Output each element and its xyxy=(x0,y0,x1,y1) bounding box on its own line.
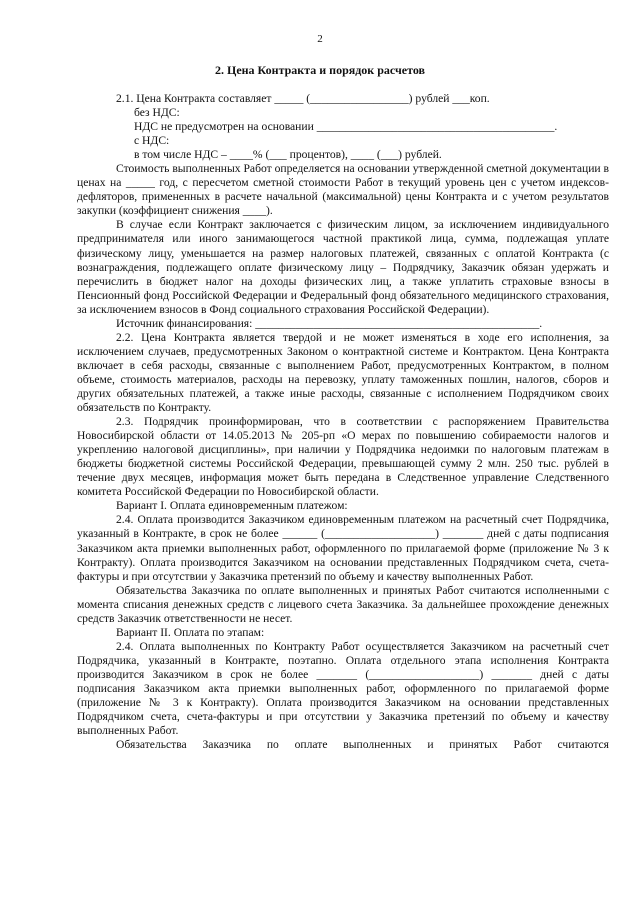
document-body xyxy=(77,92,609,752)
paragraph-obligations-2: Обязательства Заказчика по оплате выполненных и принятых Работ считаются xyxy=(116,738,609,752)
clause-2-1-no-vat: без НДС: xyxy=(134,106,180,120)
paragraph-clause-2-2: 2.2. Цена Контракта является твердой и не может изменяться в ходе его исполнения, за исключением случаев, предусмотренных Законом о контрактной системе и Контрактом. Цена Контракта включает в себя расходы, связанные с выполнением Работ, предусмотренных Контрактом, в полном объеме, стоимость материалов, расходы на перевозку, уплату таможенных пошлин, налогов, сборов и других обязательных платежей, а также иные расходы, связанные с исполнением Подрядчиком своих обязательств по Контракту. xyxy=(77,330,609,415)
clause-2-1-with-vat: с НДС: xyxy=(134,134,170,148)
paragraph-clause-2-4-variant-1: 2.4. Оплата производится Заказчиком единовременным платежом на расчетный счет Подрядчика, указанный в Контракте, в срок не более ______ (___________________) _______ дней с даты подписания Заказчиком акта приемки выполненных работ, оформленного по прилагаемой форме (приложение № 3 к Контракту). Оплата производится Заказчиком на основании представленных Подрядчиком счета, счета-фактуры и при отсутствии у Заказчика претензий по объему и качеству выполненных Работ. xyxy=(77,513,609,583)
paragraph-funding-source: Источник финансирования: _________________________________________________. xyxy=(116,316,543,330)
clause-2-1-vat-amount: в том числе НДС – ____% (___ процентов), ____ (___) рублей. xyxy=(134,148,442,162)
paragraph-cost-basis: Стоимость выполненных Работ определяется на основании утвержденной сметной документации в ценах на _____ год, с пересчетом сметной стоимости Работ в текущий уровень цен с учетом индексов-дефляторов, примененных в расчете начальной (максимальной) цены Контракта и с учетом результатов закупки (коэффициент снижения ____). xyxy=(77,162,609,218)
clause-2-1-vat-basis: НДС не предусмотрен на основании _________________________________________. xyxy=(134,120,558,134)
page-number: 2 xyxy=(317,33,323,45)
variant-2-heading: Вариант II. Оплата по этапам: xyxy=(116,625,265,639)
section-title: 2. Цена Контракта и порядок расчетов xyxy=(214,63,425,77)
paragraph-clause-2-3: 2.3. Подрядчик проинформирован, что в соответствии с распоряжением Правительства Новосибирской области от 14.05.2013 № 205-рп «О мерах по повышению собираемости налогов и укреплению налоговой дисциплины», при наличии у Подрядчика недоимки по налоговым платежам в бюджеты бюджетной системы Российской Федерации, превышающей сумму 2 млн. 250 тыс. рублей в течение двух месяцев, информация может быть передана в Следственное управление Следственного комитета Российской Федерации по Новосибирской области. xyxy=(77,415,609,499)
variant-1-heading: Вариант I. Оплата единовременным платежом: xyxy=(116,499,348,513)
paragraph-individual-contract: В случае если Контракт заключается с физическим лицом, за исключением индивидуального предпринимателя или иного занимающегося частной практикой лица, сумма, подлежащая уплате физическому лицу, уменьшается на размер налоговых платежей, связанных с оплатой Контракта (с вознаграждения, подлежащего оплате физическому лицу – Подрядчику, Заказчик обязан удержать и перечислить в бюджет налог на доходы физических лиц, а также уплатить страховые взносы в Пенсионный фонд Российской Федерации и Федеральный фонд обязательного медицинского страхования, за исключением взносов в Фонд социального страхования Российской Федерации). xyxy=(77,218,609,316)
paragraph-obligations-1: Обязательства Заказчика по оплате выполненных и принятых Работ считаются исполненными с момента списания денежных средств с лицевого счета Заказчика. За дальнейшее прохождение денежных средств Заказчик ответственности не несет. xyxy=(77,583,609,625)
paragraph-clause-2-4-variant-2: 2.4. Оплата выполненных по Контракту Работ осуществляется Заказчиком на расчетный счет Подрядчика, указанный в Контракте, поэтапно. Оплата отдельного этапа исполнения Контракта производится Заказчиком в срок не более _______ (___________________) _______ дней с даты подписания Заказчиком акта приемки выполненных работ, оформленного по прилагаемой форме (приложение № 3 к Контракту). Оплата производится Заказчиком на основании представленных Подрядчиком счета, счета-фактуры и при отсутствии у Заказчика претензий по объему и качеству выполненных Работ. xyxy=(77,639,609,738)
clause-2-1-price: 2.1. Цена Контракта составляет _____ (_________________) рублей ___коп. xyxy=(116,92,490,105)
